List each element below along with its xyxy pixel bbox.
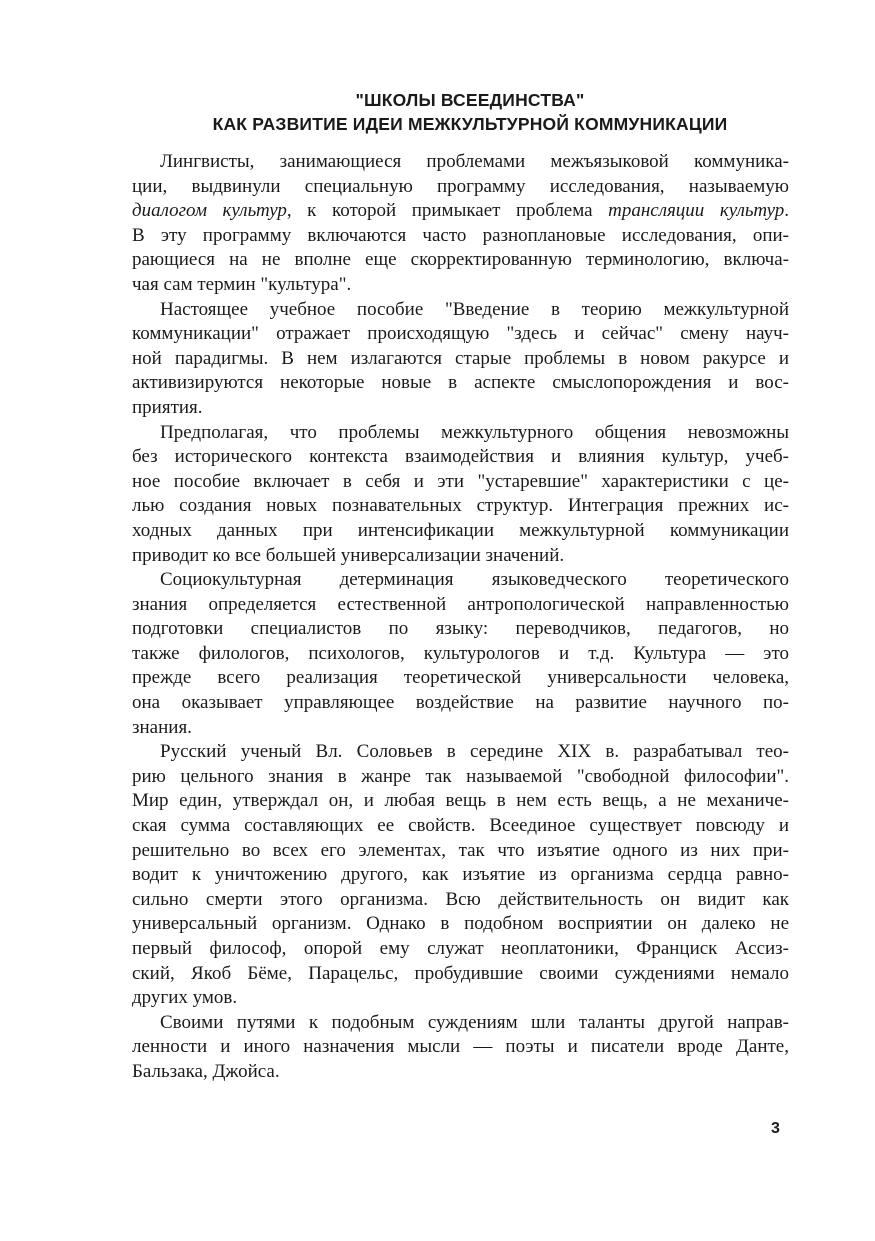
text-line-with-italics: диалогом культур, к которой примыкает проблема трансляции культур.: [132, 200, 790, 222]
text-line: приятия.: [132, 396, 203, 418]
text-line: рию цельного знания в жанре так называемой "свободной философии".: [132, 765, 789, 787]
text-line: Русский ученый Вл. Соловьев в середине XIX в. разрабатывал тео-: [160, 741, 789, 763]
paragraph-3: [132, 421, 789, 569]
text-line: Бальзака, Джойса.: [132, 1060, 280, 1082]
paragraph-2: [132, 298, 789, 421]
text-line: ский, Якоб Бёме, Парацельс, пробудившие своими суждениями немало: [132, 962, 789, 984]
paragraph-1: [132, 150, 789, 298]
text-line: водит к уничтожению другого, как изъятие из организма сердца равно-: [132, 864, 789, 886]
text-line: ное пособие включает в себя и эти "устаревшие" характеристики с це-: [132, 470, 789, 492]
text-line: В эту программу включаются часто разноплановые исследования, опи-: [132, 224, 789, 246]
text-line: Социокультурная детерминация языковедческого теоретического: [160, 569, 789, 591]
page-number: 3: [771, 1120, 780, 1137]
text-line: Лингвисты, занимающиеся проблемами межъязыковой коммуника-: [160, 151, 789, 172]
text-line: подготовки специалистов по языку: переводчиков, педагогов, но: [132, 618, 789, 640]
paragraph-6: [132, 1011, 789, 1085]
text-line: чая сам термин "культура".: [132, 273, 352, 295]
text-line: коммуникации" отражает происходящую "здесь и сейчас" смену науч-: [132, 323, 789, 345]
text-line: она оказывает управляющее воздействие на развитие научного по-: [132, 692, 789, 714]
text-line: ская сумма составляющих ее свойств. Всеединое существует повсюду и: [132, 815, 789, 837]
text-line: ции, выдвинули специальную программу исследования, называемую: [132, 175, 789, 197]
text-line: также филологов, психологов, культурологов и т.д. Культура — это: [132, 642, 789, 664]
text-line: без исторического контекста взаимодействия и влияния культур, учеб-: [132, 446, 789, 468]
text-line: Настоящее учебное пособие "Введение в теорию межкультурной: [160, 298, 789, 320]
text-line: универсальный организм. Однако в подобном восприятии он далеко не: [132, 913, 789, 935]
chapter-title: [130, 88, 810, 136]
text-line: решительно во всех его элементах, так что изъятие одного из них при-: [132, 839, 789, 861]
text-line: Предполагая, что проблемы межкультурного общения невозможны: [160, 421, 789, 443]
text-line: других умов.: [132, 987, 238, 1009]
text-line: ходных данных при интенсификации межкультурной коммуникации: [132, 519, 789, 541]
title-line-1: "ШКОЛЫ ВСЕЕДИНСТВА": [355, 90, 585, 110]
text-line: Своими путями к подобным суждениям шли таланты другой направ-: [160, 1011, 789, 1033]
text-line: рающиеся на не вполне еще скорректированную терминологию, включа-: [132, 249, 789, 271]
text-line: сильно смерти этого организма. Всю действительность он видит как: [132, 888, 789, 910]
text-line: ной парадигмы. В нем излагаются старые проблемы в новом ракурсе и: [132, 347, 789, 369]
text-line: прежде всего реализация теоретической универсальности человека,: [132, 667, 789, 689]
paragraph-5: [132, 740, 789, 1011]
title-line-2: КАК РАЗВИТИЕ ИДЕИ МЕЖКУЛЬТУРНОЙ КОММУНИКАЦИИ: [212, 114, 728, 134]
italic-term: диалогом культур: [132, 200, 287, 222]
text-line: знания определяется естественной антропологической направленностью: [132, 593, 789, 615]
text-line: знания.: [132, 716, 192, 738]
paragraph-4: [132, 568, 789, 740]
text-line: первый философ, опорой ему служат неоплатоники, Франциск Ассиз-: [132, 938, 789, 959]
text-line: ленности и иного назначения мысли — поэты и писатели вроде Данте,: [132, 1036, 789, 1058]
text-line: Мир един, утверждал он, и любая вещь в нем есть вещь, а не механиче-: [132, 790, 789, 812]
text-line: активизируются некоторые новые в аспекте смыслопорождения и вос-: [132, 372, 789, 394]
body-text: [132, 150, 789, 1085]
text-line: лью создания новых познавательных структур. Интеграция прежних ис-: [132, 495, 789, 517]
text-line: приводит ко все большей универсализации значений.: [132, 544, 565, 566]
italic-term: трансляции культур: [608, 200, 785, 222]
